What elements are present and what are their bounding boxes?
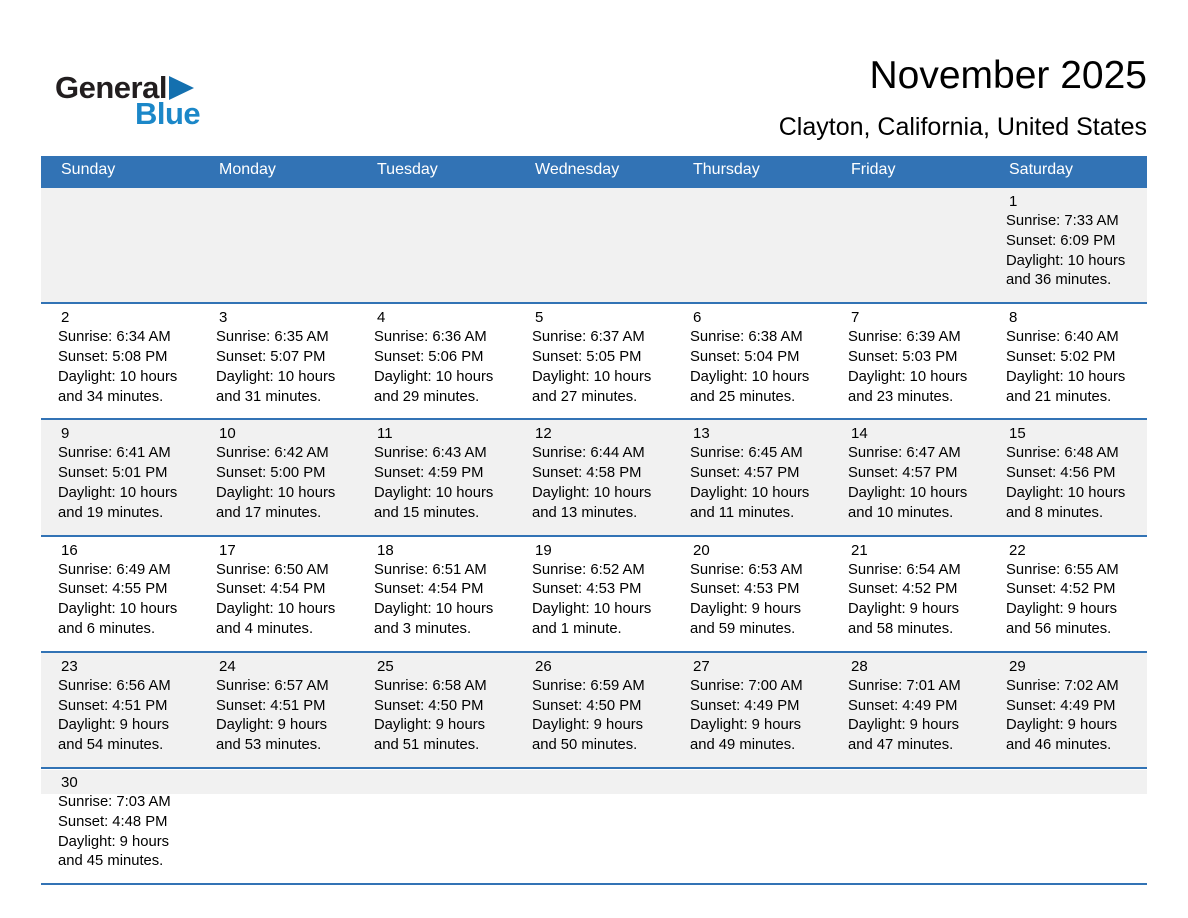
week-row-3 <box>41 419 1147 535</box>
day-daylight1-text: Daylight: 10 hours <box>848 368 968 385</box>
day-number: 11 <box>377 425 393 443</box>
day-sunset-text: Sunset: 4:51 PM <box>58 697 168 714</box>
day-number: 14 <box>851 425 868 443</box>
day-daylight1-text: Daylight: 10 hours <box>690 484 810 501</box>
day-sunrise-text: Sunrise: 6:49 AM <box>58 561 171 578</box>
day-sunrise-text: Sunrise: 6:57 AM <box>216 677 329 694</box>
weekday-header-monday: Monday <box>199 156 357 187</box>
day-cell <box>831 303 989 419</box>
day-sunrise-text: Sunrise: 6:53 AM <box>690 561 803 578</box>
day-cell <box>673 536 831 652</box>
weekday-header-sunday: Sunday <box>41 156 199 187</box>
day-number: 7 <box>851 309 860 327</box>
day-number: 20 <box>693 541 710 559</box>
day-daylight2-text: and 15 minutes. <box>374 504 480 521</box>
day-cell <box>831 652 989 768</box>
day-number: 27 <box>693 657 710 675</box>
day-cell <box>989 419 1147 535</box>
empty-day-cell <box>357 768 515 884</box>
day-daylight2-text: and 46 minutes. <box>1006 737 1112 754</box>
day-daylight1-text: Daylight: 10 hours <box>58 601 178 618</box>
empty-day-cell <box>515 187 673 303</box>
day-cell <box>41 303 199 419</box>
day-daylight1-text: Daylight: 10 hours <box>374 484 494 501</box>
day-number: 9 <box>61 425 70 443</box>
day-sunrise-text: Sunrise: 6:59 AM <box>532 677 645 694</box>
day-daylight2-text: and 36 minutes. <box>1006 272 1112 289</box>
day-daylight1-text: Daylight: 9 hours <box>690 717 802 734</box>
day-cell <box>515 652 673 768</box>
day-daylight2-text: and 8 minutes. <box>1006 504 1104 521</box>
weekday-header-friday: Friday <box>831 156 989 187</box>
day-number: 17 <box>219 541 236 559</box>
day-sunset-text: Sunset: 4:50 PM <box>532 697 642 714</box>
week-row-4 <box>41 536 1147 652</box>
day-daylight1-text: Daylight: 10 hours <box>216 601 336 618</box>
day-number: 1 <box>1009 193 1018 210</box>
day-daylight1-text: Daylight: 9 hours <box>216 717 328 734</box>
day-daylight1-text: Daylight: 9 hours <box>1006 601 1118 618</box>
day-daylight2-text: and 54 minutes. <box>58 737 164 754</box>
day-daylight2-text: and 45 minutes. <box>58 853 164 870</box>
day-number: 6 <box>693 309 702 327</box>
weekday-header-tuesday: Tuesday <box>357 156 515 187</box>
week-row-5 <box>41 652 1147 768</box>
day-sunrise-text: Sunrise: 7:01 AM <box>848 677 961 694</box>
day-sunset-text: Sunset: 4:53 PM <box>532 581 642 598</box>
day-sunrise-text: Sunrise: 6:38 AM <box>690 329 803 346</box>
day-sunrise-text: Sunrise: 6:41 AM <box>58 445 171 462</box>
day-cell <box>989 303 1147 419</box>
day-sunset-text: Sunset: 4:57 PM <box>848 465 958 482</box>
day-daylight2-text: and 58 minutes. <box>848 620 954 637</box>
day-number: 19 <box>535 541 552 559</box>
day-cell <box>357 536 515 652</box>
day-sunset-text: Sunset: 4:56 PM <box>1006 465 1116 482</box>
day-sunset-text: Sunset: 4:54 PM <box>374 581 484 598</box>
day-daylight2-text: and 50 minutes. <box>532 737 638 754</box>
day-sunrise-text: Sunrise: 6:54 AM <box>848 561 961 578</box>
day-sunrise-text: Sunrise: 6:37 AM <box>532 329 645 346</box>
day-number: 23 <box>61 657 78 675</box>
day-sunset-text: Sunset: 5:01 PM <box>58 465 168 482</box>
day-sunrise-text: Sunrise: 6:40 AM <box>1006 329 1119 346</box>
empty-day-cell <box>831 768 989 884</box>
day-sunset-text: Sunset: 4:50 PM <box>374 697 484 714</box>
day-cell <box>357 303 515 419</box>
day-daylight2-text: and 51 minutes. <box>374 737 480 754</box>
day-number: 29 <box>1009 657 1026 675</box>
day-cell <box>673 419 831 535</box>
day-number: 10 <box>219 425 236 443</box>
day-number: 12 <box>535 425 552 443</box>
day-sunrise-text: Sunrise: 7:02 AM <box>1006 677 1119 694</box>
day-daylight2-text: and 27 minutes. <box>532 388 638 405</box>
day-sunset-text: Sunset: 4:59 PM <box>374 465 484 482</box>
day-daylight1-text: Daylight: 9 hours <box>1006 717 1118 734</box>
day-daylight2-text: and 25 minutes. <box>690 388 796 405</box>
day-daylight1-text: Daylight: 9 hours <box>532 717 644 734</box>
day-sunrise-text: Sunrise: 6:52 AM <box>532 561 645 578</box>
page-subtitle: Clayton, California, United States <box>778 113 1147 141</box>
day-sunrise-text: Sunrise: 6:43 AM <box>374 445 487 462</box>
day-sunrise-text: Sunrise: 6:35 AM <box>216 329 329 346</box>
day-sunrise-text: Sunrise: 6:47 AM <box>848 445 961 462</box>
logo-general-text: General <box>55 70 167 105</box>
day-daylight2-text: and 34 minutes. <box>58 388 164 405</box>
day-sunset-text: Sunset: 4:52 PM <box>848 581 958 598</box>
day-number: 2 <box>61 309 70 327</box>
day-daylight2-text: and 21 minutes. <box>1006 388 1112 405</box>
weekday-header-thursday: Thursday <box>673 156 831 187</box>
empty-day-cell <box>199 768 357 884</box>
day-sunset-text: Sunset: 5:08 PM <box>58 348 168 365</box>
day-daylight1-text: Daylight: 10 hours <box>58 484 178 501</box>
weekday-header-wednesday: Wednesday <box>515 156 673 187</box>
day-cell <box>199 536 357 652</box>
day-cell <box>357 652 515 768</box>
day-daylight2-text: and 3 minutes. <box>374 620 472 637</box>
day-number: 28 <box>851 657 868 675</box>
day-sunset-text: Sunset: 4:54 PM <box>216 581 326 598</box>
day-cell <box>515 303 673 419</box>
day-sunset-text: Sunset: 5:07 PM <box>216 348 326 365</box>
day-sunrise-text: Sunrise: 6:55 AM <box>1006 561 1119 578</box>
day-sunset-text: Sunset: 5:03 PM <box>848 348 958 365</box>
day-cell <box>673 303 831 419</box>
empty-day-cell <box>673 187 831 303</box>
day-sunset-text: Sunset: 5:00 PM <box>216 465 326 482</box>
day-sunrise-text: Sunrise: 6:42 AM <box>216 445 329 462</box>
day-cell <box>673 652 831 768</box>
day-daylight1-text: Daylight: 9 hours <box>848 601 960 618</box>
day-sunrise-text: Sunrise: 7:00 AM <box>690 677 803 694</box>
day-cell <box>41 768 199 884</box>
day-sunrise-text: Sunrise: 6:50 AM <box>216 561 329 578</box>
week-row-2 <box>41 303 1147 419</box>
page-header <box>41 0 1147 142</box>
day-cell <box>989 187 1147 303</box>
day-sunrise-text: Sunrise: 6:45 AM <box>690 445 803 462</box>
empty-day-cell <box>673 768 831 884</box>
day-daylight2-text: and 47 minutes. <box>848 737 954 754</box>
empty-day-cell <box>515 768 673 884</box>
day-daylight2-text: and 11 minutes. <box>690 504 795 521</box>
day-sunrise-text: Sunrise: 6:56 AM <box>58 677 171 694</box>
day-daylight1-text: Daylight: 10 hours <box>1006 484 1126 501</box>
day-sunset-text: Sunset: 4:55 PM <box>58 581 168 598</box>
title-block <box>779 48 1147 142</box>
day-number: 8 <box>1009 309 1018 327</box>
day-daylight2-text: and 19 minutes. <box>58 504 164 521</box>
day-daylight1-text: Daylight: 10 hours <box>532 484 652 501</box>
day-sunset-text: Sunset: 5:06 PM <box>374 348 484 365</box>
logo-blue-text: Blue <box>135 96 201 131</box>
calendar-table <box>41 156 1147 885</box>
day-daylight2-text: and 1 minute. <box>532 620 622 637</box>
day-sunset-text: Sunset: 4:51 PM <box>216 697 326 714</box>
day-daylight1-text: Daylight: 9 hours <box>58 833 170 850</box>
day-daylight1-text: Daylight: 10 hours <box>848 484 968 501</box>
day-sunrise-text: Sunrise: 6:48 AM <box>1006 445 1119 462</box>
day-daylight2-text: and 31 minutes. <box>216 388 322 405</box>
day-sunset-text: Sunset: 4:49 PM <box>690 697 800 714</box>
day-cell <box>41 419 199 535</box>
day-cell <box>199 419 357 535</box>
day-daylight1-text: Daylight: 10 hours <box>216 484 336 501</box>
day-daylight1-text: Daylight: 10 hours <box>690 368 810 385</box>
day-cell <box>515 419 673 535</box>
day-sunset-text: Sunset: 5:04 PM <box>690 348 800 365</box>
day-sunset-text: Sunset: 4:49 PM <box>1006 697 1116 714</box>
generalblue-logo <box>55 72 200 129</box>
day-daylight2-text: and 6 minutes. <box>58 620 156 637</box>
day-daylight1-text: Daylight: 10 hours <box>532 368 652 385</box>
day-number: 4 <box>377 309 386 327</box>
day-sunrise-text: Sunrise: 6:39 AM <box>848 329 961 346</box>
day-sunrise-text: Sunrise: 6:34 AM <box>58 329 171 346</box>
day-sunset-text: Sunset: 4:57 PM <box>690 465 800 482</box>
day-number: 25 <box>377 657 394 675</box>
day-cell <box>199 652 357 768</box>
empty-day-cell <box>989 768 1147 884</box>
day-daylight1-text: Daylight: 9 hours <box>58 717 170 734</box>
day-cell <box>357 419 515 535</box>
day-daylight2-text: and 4 minutes. <box>216 620 314 637</box>
day-number: 22 <box>1009 541 1026 559</box>
day-number: 18 <box>377 541 394 559</box>
day-sunset-text: Sunset: 4:52 PM <box>1006 581 1116 598</box>
day-number: 5 <box>535 309 544 327</box>
calendar-head <box>41 156 1147 187</box>
day-daylight2-text: and 13 minutes. <box>532 504 638 521</box>
day-daylight1-text: Daylight: 10 hours <box>374 368 494 385</box>
day-cell <box>989 536 1147 652</box>
day-cell <box>41 652 199 768</box>
day-sunset-text: Sunset: 4:48 PM <box>58 813 168 830</box>
day-number: 26 <box>535 657 552 675</box>
weekday-header-row <box>41 156 1147 187</box>
day-number: 24 <box>219 657 236 675</box>
day-number: 13 <box>693 425 710 443</box>
day-daylight2-text: and 23 minutes. <box>848 388 954 405</box>
day-daylight2-text: and 10 minutes. <box>848 504 954 521</box>
day-sunset-text: Sunset: 6:09 PM <box>1006 232 1116 249</box>
day-sunset-text: Sunset: 4:58 PM <box>532 465 642 482</box>
day-cell <box>831 419 989 535</box>
day-sunrise-text: Sunrise: 7:33 AM <box>1006 213 1119 229</box>
day-daylight1-text: Daylight: 9 hours <box>690 601 802 618</box>
day-number: 21 <box>851 541 868 559</box>
day-daylight2-text: and 59 minutes. <box>690 620 796 637</box>
day-sunset-text: Sunset: 5:02 PM <box>1006 348 1116 365</box>
day-cell <box>515 536 673 652</box>
day-daylight2-text: and 56 minutes. <box>1006 620 1112 637</box>
day-sunset-text: Sunset: 4:49 PM <box>848 697 958 714</box>
day-daylight1-text: Daylight: 10 hours <box>1006 252 1126 269</box>
day-cell <box>831 536 989 652</box>
day-sunset-text: Sunset: 4:53 PM <box>690 581 800 598</box>
empty-day-cell <box>41 187 199 303</box>
day-sunrise-text: Sunrise: 6:44 AM <box>532 445 645 462</box>
day-number: 3 <box>219 309 228 327</box>
day-daylight2-text: and 53 minutes. <box>216 737 322 754</box>
day-number: 15 <box>1009 425 1026 443</box>
calendar-body <box>41 187 1147 884</box>
week-row-1 <box>41 187 1147 303</box>
day-daylight1-text: Daylight: 9 hours <box>374 717 486 734</box>
empty-day-cell <box>357 187 515 303</box>
day-daylight1-text: Daylight: 10 hours <box>58 368 178 385</box>
day-daylight1-text: Daylight: 10 hours <box>1006 368 1126 385</box>
day-daylight2-text: and 49 minutes. <box>690 737 796 754</box>
day-daylight1-text: Daylight: 10 hours <box>532 601 652 618</box>
day-sunrise-text: Sunrise: 7:03 AM <box>58 793 171 810</box>
day-daylight1-text: Daylight: 9 hours <box>848 717 960 734</box>
weekday-header-saturday: Saturday <box>989 156 1147 187</box>
day-cell <box>41 536 199 652</box>
day-number: 16 <box>61 541 78 559</box>
day-sunrise-text: Sunrise: 6:36 AM <box>374 329 487 346</box>
day-daylight2-text: and 29 minutes. <box>374 388 480 405</box>
day-number: 30 <box>61 773 78 791</box>
day-sunrise-text: Sunrise: 6:58 AM <box>374 677 487 694</box>
day-sunrise-text: Sunrise: 6:51 AM <box>374 561 487 578</box>
day-daylight2-text: and 17 minutes. <box>216 504 322 521</box>
page-title: November 2025 <box>869 54 1147 97</box>
day-sunset-text: Sunset: 5:05 PM <box>532 348 642 365</box>
day-cell <box>989 652 1147 768</box>
empty-day-cell <box>831 187 989 303</box>
week-row-6 <box>41 768 1147 884</box>
day-daylight1-text: Daylight: 10 hours <box>374 601 494 618</box>
day-cell <box>199 303 357 419</box>
empty-day-cell <box>199 187 357 303</box>
day-daylight1-text: Daylight: 10 hours <box>216 368 336 385</box>
